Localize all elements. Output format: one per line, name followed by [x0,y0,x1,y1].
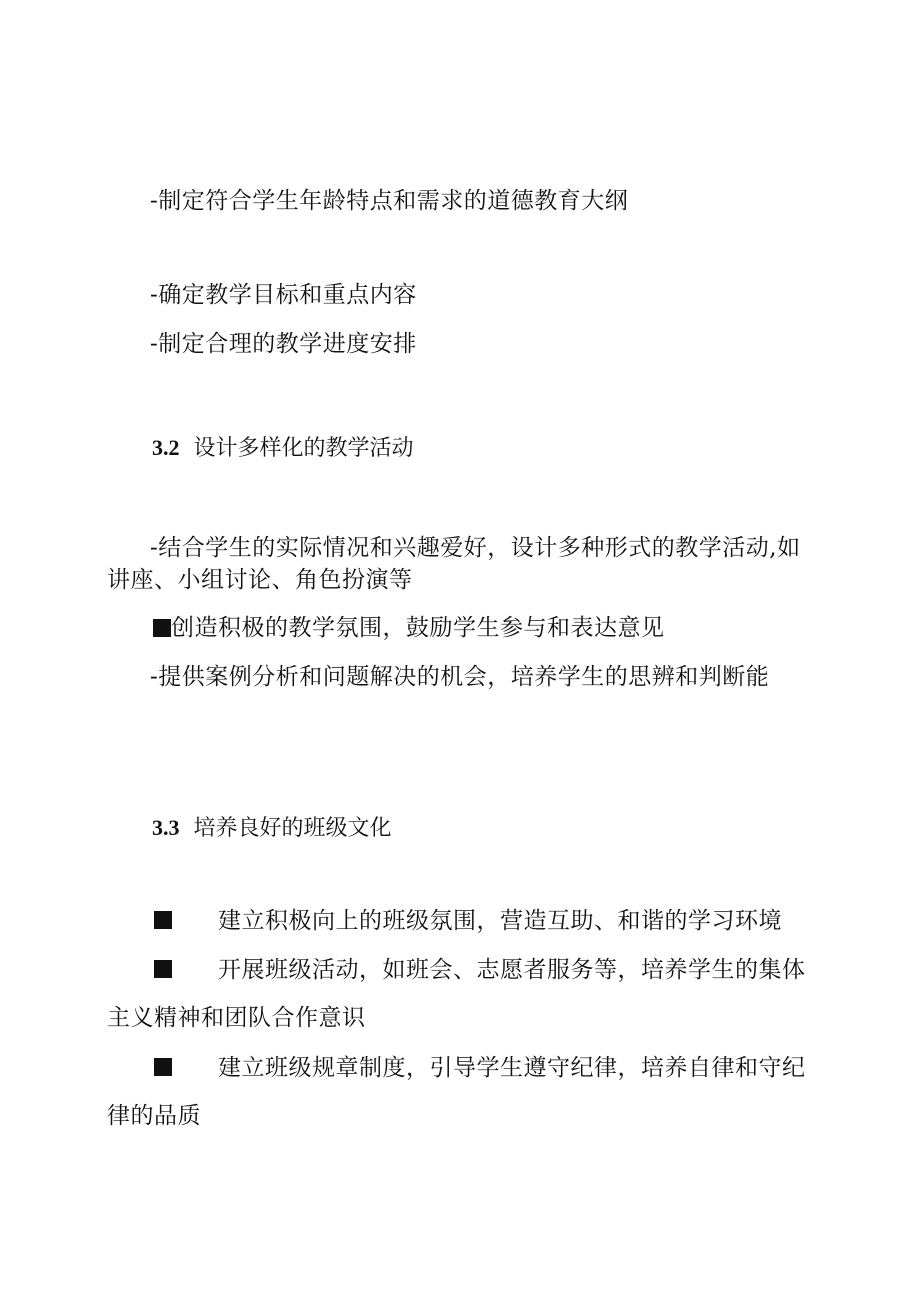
square-bullet-icon [154,911,172,929]
list-item-continuation: 主义精神和团队合作意识 [107,1005,366,1031]
square-bullet-icon [154,1058,172,1076]
section-title: 设计多样化的教学活动 [193,436,414,461]
list-item [153,613,665,643]
list-item: 建立积极向上的班级氛围，营造互助、和谐的学习环境 [218,908,782,934]
square-bullet-icon [153,619,171,637]
list-item-text: 创造积极的教学氛围，鼓励学生参与和表达意见 [171,615,665,641]
list-item: -提供案例分析和问题解决的机会，培养学生的思辨和判断能 [150,664,770,690]
section-number: 3.3 [152,815,180,840]
list-item: -确定教学目标和重点内容 [150,282,417,308]
section-number: 3.2 [152,435,180,460]
list-item: -制定符合学生年龄特点和需求的道德教育大纲 [150,188,629,214]
section-heading-3-2 [152,433,414,464]
list-item-continuation: 律的品质 [107,1103,201,1129]
section-title: 培养良好的班级文化 [193,816,392,841]
list-item: 建立班级规章制度，引导学生遵守纪律，培养自律和守纪 [218,1055,806,1081]
section-heading-3-3 [152,813,392,844]
list-item: -制定合理的教学进度安排 [150,331,417,357]
list-item: 开展班级活动，如班会、志愿者服务等，培养学生的集体 [218,957,806,983]
list-item: -结合学生的实际情况和兴趣爱好，设计多种形式的教学活动,如 [150,535,801,561]
list-item-continuation: 讲座、小组讨论、角色扮演等 [107,567,413,593]
square-bullet-icon [154,960,172,978]
